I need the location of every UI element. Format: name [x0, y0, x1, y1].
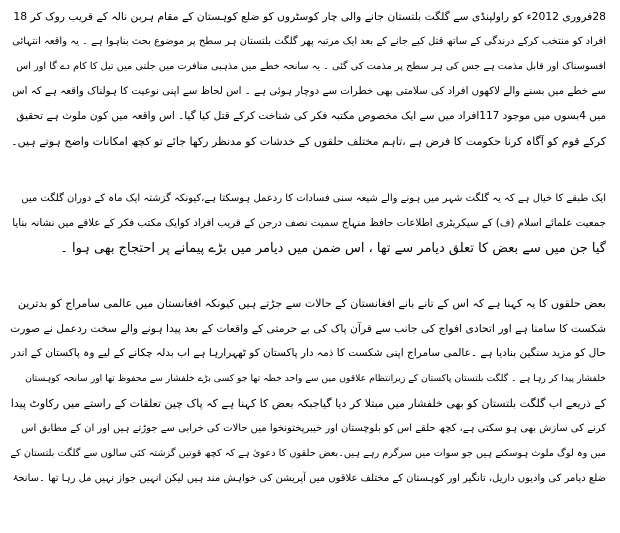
- text-line: کے ذریعے اب گلگت بلتستان کو بھی خلفشار میں مبتلا کر دیا گیاجبکہ بعض کا کہنا ہے کہ پاک چین تعلقات کے راستے میں رکاوٹ پیدا: [10, 397, 606, 410]
- text-line: میں وہ لوگ ملوث ہوسکتے ہیں جو سوات میں سرگرم رہے ہیں۔بعض حلقوں کا دعویٰ ہے کہ کچھ قوتیں گزشتہ کئی سالوں سے گلگت بلتستان کے: [10, 448, 606, 459]
- paragraph-kohistan-incident: [10, 4, 606, 154]
- text-line: گیا جن میں سے بعض کا تعلق دیامر سے تھا ، اس ضمن میں دیامر میں بڑے پیمانے پر احتجاج بھی ہوا ۔: [60, 241, 606, 256]
- text-line: میں 4بسوں میں موجود 117افراد میں سے ایک مخصوص مکتبہ فکر کی شناخت کرکے قتل کیا گیا۔ اس واقعہ میں کون ملوث ہے تحقیق: [16, 110, 606, 122]
- text-line: افسوسناک اور قابل مذمت ہے جس کی ہر سطح پر مذمت کی گئی ۔ یہ سانحہ خطے میں مذہبی منافرت میں جلتی میں تیل کا کام دے گا اور اس: [16, 61, 606, 72]
- text-line: حال کو مزید سنگین بنادیا ہے ۔عالمی سامراج اپنی شکست کا ذمہ دار پاکستان کو ٹھہرارہا ہے اب بدلہ چکانے کے لیے وہ پاکستان کے اندر: [11, 347, 606, 359]
- text-line: افراد کو منتخب کرکے درندگی کے ساتھ قتل کیے جانے کے بعد ایک مرتبہ پھر گلگت بلتستان ہر سطح پر موضوع بحث بناہوا ہے ۔ یہ واقعہ انتہائی: [12, 36, 606, 47]
- text-line: بعض حلقوں کا یہ کہنا ہے کہ اس کے تانے بانے افغانستان کے حالات سے جڑتے ہیں کیونکہ افغانستان میں عالمی سامراج کو بدترین: [17, 297, 606, 310]
- text-line: کرنے کی سازش بھی ہو سکتی ہے، کچھ حلقے اس کو بلوچستان اور خیبرپختونخوا میں حالات کی خرابی سے جوڑتے ہیں اور ان کے مطابق اس: [21, 423, 606, 434]
- text-line: ضلع دیامر کی وادیوں داریل، تانگیر اور کوہستان کے مختلف علاقوں میں آپریشن کی خواہش مند ہیں لیکن انہیں جواز نہیں مل رہا تھا ۔سانحۂ: [12, 473, 606, 484]
- text-line: خلفشار پیدا کر رہا ہے ۔ گلگت بلتستان پاکستان کے زیرانتظام علاقوں میں سے واحد خطہ تھا جو کسی بڑے خلفشار سے محفوظ تھا اور سانحہ کوہستان: [25, 373, 606, 384]
- text-line: جمعیت علمائے اسلام (ف) کے سیکریٹری اطلاعات حافظ منہاج سمیت نصف درجن کے قریب افراد کوایک مکتب فکر کے علاقے میں نشانہ بنایا: [12, 217, 606, 229]
- paragraph-gap: [10, 261, 606, 291]
- text-line: سے خطے میں بسنے والے لاکھوں افراد کی سلامتی بھی خطرات سے دوچار ہوئی ہے ۔ اس لحاظ سے اپنی نوعیت کا ہولناک واقعہ ہے کہ اس: [12, 85, 606, 97]
- paragraph-afghanistan-link: [10, 291, 606, 491]
- paragraph-gilgit-riots: [10, 186, 606, 261]
- text-line: 28فروری 2012ء کو راولپنڈی سے گلگت بلتستان جانے والی چار کوسٹروں کو ضلع کوہستان کے مقام ہربن نالہ کے قریب روک کر 18: [13, 10, 606, 23]
- text-line: کرکے قوم کو آگاہ کرنا حکومت کا فرض ہے ،تاہم مختلف حلقوں کے خدشات کو مدنظر رکھا جائے تو کچھ امکانات واضح ہوتے ہیں۔: [11, 135, 606, 148]
- text-line: شکست کا سامنا ہے اور اتحادی افواج کی جانب سے قرآن پاک کی بے حرمتی کے واقعات کے بعد پیدا ہونے والے سخت ردعمل نے صورت: [10, 322, 606, 335]
- paragraph-gap: [10, 154, 606, 186]
- text-line: ایک طبقے کا خیال ہے کہ یہ گلگت شہر میں ہونے والے شیعہ سنی فسادات کا ردعمل ہوسکتا ہے،کیونکہ گزشتہ ایک ماہ کے دوران گلگت میں: [21, 193, 606, 204]
